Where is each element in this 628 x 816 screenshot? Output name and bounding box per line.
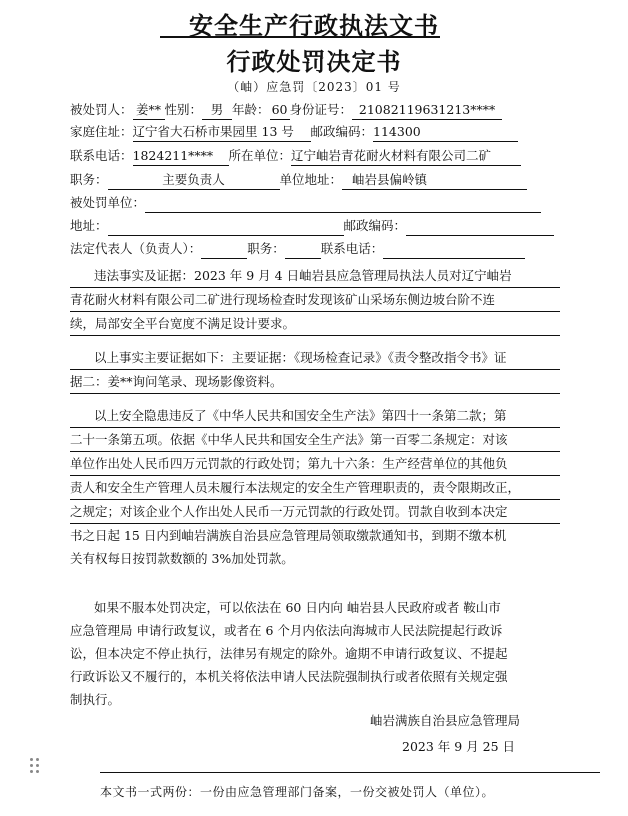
appeal-line: 讼，但本决定不停止执行，法律另有规定的除外。逾期不申请行政复议、不提起 xyxy=(70,646,508,661)
position-value: 主要负责人 xyxy=(108,171,280,190)
unit-address-value: 岫岩县偏岭镇 xyxy=(342,171,527,190)
issue-date: 2023 年 9 月 25 日 xyxy=(402,739,516,754)
doc-number: （岫）应急罚〔2023〕01 号 xyxy=(227,80,401,94)
legal-phone-label: 联系电话： xyxy=(320,241,384,256)
party-row-4 xyxy=(70,171,527,190)
title-underline xyxy=(160,36,440,38)
gender-label: 性别： xyxy=(164,102,203,117)
unit-postcode-blank xyxy=(406,217,554,236)
employer-value: 辽宁岫岩青花耐火材料有限公司二矿 xyxy=(291,147,521,166)
name-label: 被处罚人： xyxy=(70,102,133,117)
unit-label: 被处罚单位： xyxy=(70,195,146,210)
footer-divider xyxy=(100,772,600,773)
unit-postcode-label: 邮政编码： xyxy=(343,218,407,233)
appeal-line: 如果不服本处罚决定，可以依法在 60 日内向 岫岩县人民政府或者 鞍山市 xyxy=(94,600,501,615)
legal-position-label: 职务： xyxy=(247,241,285,256)
doc-category-title: 安全生产行政执法文书 xyxy=(189,11,439,40)
appeal-line: 应急管理局 申请行政复议，或者在 6 个月内依法向海城市人民法院提起行政诉 xyxy=(70,623,503,638)
age-value: 60 xyxy=(270,101,290,120)
evidence-paragraph xyxy=(70,346,560,394)
violation-line: 以上安全隐患违反了《中华人民共和国安全生产法》第四十一条第二款；第 xyxy=(70,404,560,428)
legal-phone-blank xyxy=(383,240,525,259)
violation-line: 关有权每日按罚款数额的 3%加处罚款。 xyxy=(70,551,294,566)
violation-line: 责人和安全生产管理人员未履行本法规定的安全生产管理职责的，责令限期改正， xyxy=(70,476,560,500)
employer-label: 所在单位： xyxy=(228,148,292,163)
violation-paragraph xyxy=(70,404,560,570)
appeal-line: 制执行。 xyxy=(70,692,121,707)
legal-rep-label: 法定代表人（负责人）： xyxy=(70,241,202,256)
facts-paragraph xyxy=(70,264,560,336)
id-label: 身份证号： xyxy=(289,102,353,117)
unit-address-blank xyxy=(108,217,344,236)
postcode-label: 邮政编码： xyxy=(310,124,374,139)
postcode-value: 114300 xyxy=(373,123,518,142)
appeal-paragraph xyxy=(70,596,560,711)
legal-position-blank xyxy=(285,240,321,259)
unit-address-label-2: 地址： xyxy=(70,218,108,233)
phone-label: 联系电话： xyxy=(70,148,133,163)
violation-line: 二十一条第五项。依据《中华人民共和国安全生产法》第一百零二条规定：对该 xyxy=(70,428,560,452)
facts-line: 续，局部安全平台宽度不满足设计要求。 xyxy=(70,312,560,336)
doc-title: 行政处罚决定书 xyxy=(226,47,402,76)
address-label: 家庭住址： xyxy=(70,124,133,139)
drag-handle-icon[interactable] xyxy=(30,758,40,774)
facts-line: 违法事实及证据：2023 年 9 月 4 日岫岩县应急管理局执法人员对辽宁岫岩 xyxy=(70,264,560,288)
unit-row-3 xyxy=(70,240,525,259)
phone-value: 1824211**** xyxy=(133,147,229,166)
issuing-authority: 岫岩满族自治县应急管理局 xyxy=(370,713,521,728)
age-label: 年龄： xyxy=(232,102,270,117)
name-value: 姜** xyxy=(133,101,165,120)
unit-address-label: 单位地址： xyxy=(279,172,343,187)
party-row-3 xyxy=(70,147,521,166)
position-label: 职务： xyxy=(70,172,108,187)
unit-row-2 xyxy=(70,217,554,236)
footer-note: 本文书一式两份：一份由应急管理部门备案，一份交被处罚人（单位）。 xyxy=(100,785,495,799)
unit-value xyxy=(145,194,541,213)
party-row-2 xyxy=(70,123,518,142)
unit-row-1 xyxy=(70,194,541,213)
violation-line: 书之日起 15 日内到岫岩满族自治县应急管理局领取缴款通知书，到期不缴本机 xyxy=(70,528,507,543)
evidence-line: 以上事实主要证据如下：主要证据：《现场检查记录》《责令整改指令书》证 xyxy=(70,346,560,370)
violation-line: 之规定；对该企业个人作出处人民币一万元罚款的行政处罚。罚款自收到本决定 xyxy=(70,500,560,524)
violation-line: 单位作出处人民币四万元罚款的行政处罚；第九十六条：生产经营单位的其他负 xyxy=(70,452,560,476)
id-value: 21082119631213**** xyxy=(352,101,502,120)
address-value: 辽宁省大石桥市果园里 13 号 xyxy=(133,123,311,142)
legal-rep-blank xyxy=(201,240,247,259)
facts-line: 青花耐火材料有限公司二矿进行现场检查时发现该矿山采场东侧边坡台阶不连 xyxy=(70,288,560,312)
gender-value: 男 xyxy=(202,101,232,120)
evidence-line: 据二：姜**询问笔录、现场影像资料。 xyxy=(70,370,560,394)
appeal-line: 行政诉讼又不履行的，本机关将依法申请人民法院强制执行或者依照有关规定强 xyxy=(70,669,508,684)
party-row-1 xyxy=(70,101,502,120)
